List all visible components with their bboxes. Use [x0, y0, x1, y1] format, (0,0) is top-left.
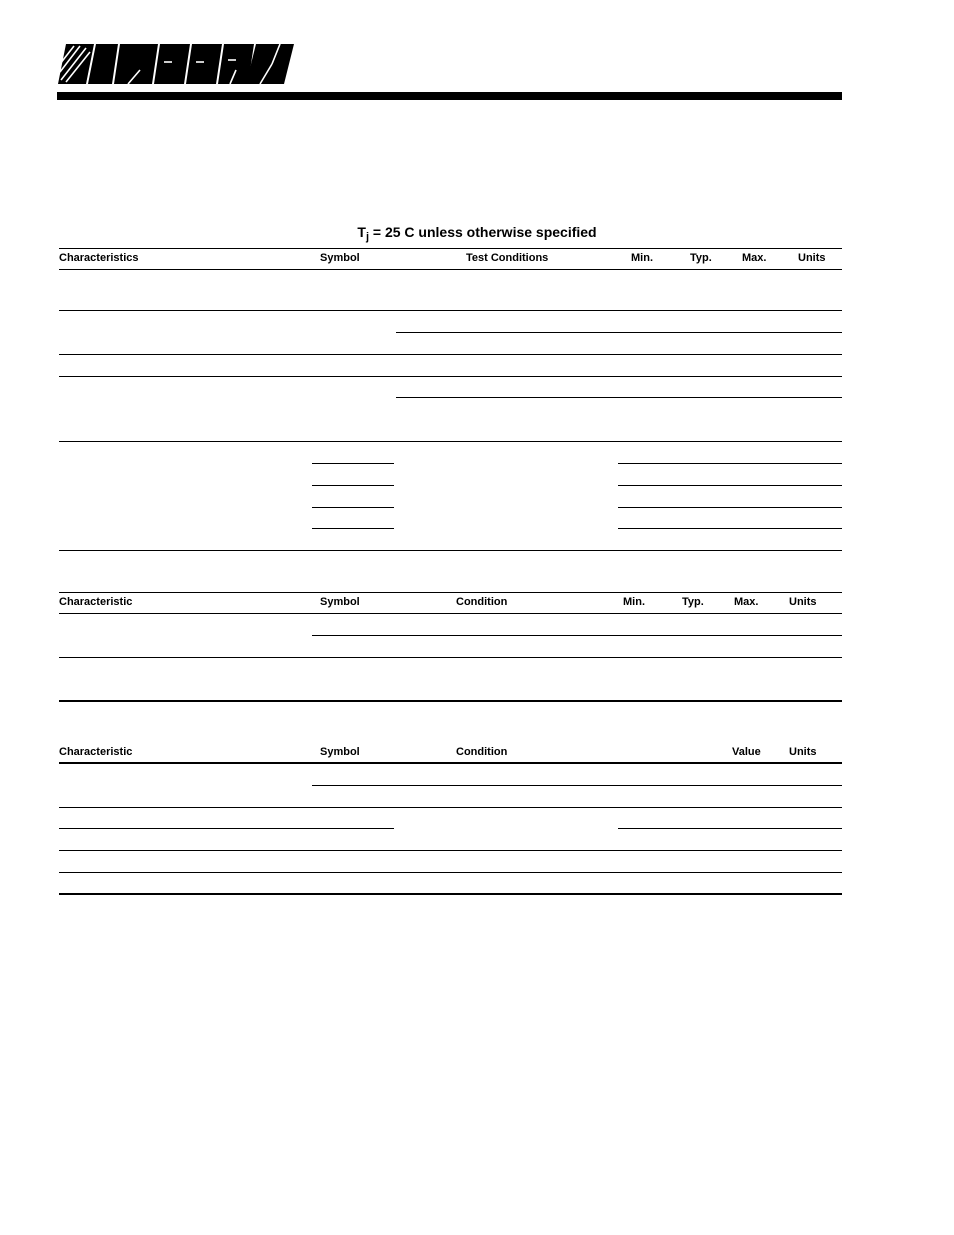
- table1-bottom-rule: [59, 550, 842, 551]
- table3-row-rule: [59, 872, 842, 873]
- table3-row-rule: [618, 828, 842, 829]
- table1-header-characteristics: Characteristics: [59, 252, 139, 264]
- table1-row-rule: [618, 528, 842, 529]
- table2-header-characteristic: Characteristic: [59, 596, 133, 608]
- table2-bottom-rule: [59, 700, 842, 702]
- table1-header-max: Max.: [742, 252, 767, 264]
- table1-row-rule: [59, 441, 842, 442]
- table3-header-rule: [59, 762, 842, 764]
- table1-row-rule: [312, 463, 394, 464]
- subtitle-subscript: j: [365, 231, 370, 243]
- table1-header-test-conditions: Test Conditions: [466, 252, 549, 264]
- table1-row-rule: [59, 310, 842, 311]
- table1-header-units: Units: [798, 252, 826, 264]
- table3-row-rule: [59, 850, 842, 851]
- table3-header-value: Value: [732, 746, 761, 758]
- table1-row-rule: [59, 354, 842, 355]
- table2-header-symbol: Symbol: [320, 596, 360, 608]
- table1-row-rule: [312, 507, 394, 508]
- table1-row-rule: [618, 485, 842, 486]
- subtitle-prefix: T: [357, 224, 366, 240]
- table2-top-rule: [59, 592, 842, 593]
- table1-header-rule: [59, 269, 842, 270]
- table1-header-typ: Typ.: [690, 252, 712, 264]
- table1-row-rule: [312, 528, 394, 529]
- table1-subtitle: [0, 224, 954, 243]
- table1-row-rule: [396, 397, 842, 398]
- header-rule: [57, 92, 842, 100]
- table3-row-rule: [59, 828, 394, 829]
- table1-row-rule: [59, 376, 842, 377]
- powerex-logo: [58, 40, 294, 88]
- table3-header-units: Units: [789, 746, 817, 758]
- table1-row-rule: [396, 332, 842, 333]
- table3-header-condition: Condition: [456, 746, 508, 758]
- table1-row-rule: [618, 507, 842, 508]
- table1-top-rule: [59, 248, 842, 249]
- table2-row-rule: [59, 657, 842, 658]
- table1-row-rule: [312, 485, 394, 486]
- table3-row-rule: [312, 785, 842, 786]
- table2-row-rule: [312, 635, 842, 636]
- table3-header-symbol: Symbol: [320, 746, 360, 758]
- table3-row-rule: [59, 807, 842, 808]
- table1-header-symbol: Symbol: [320, 252, 360, 264]
- table2-header-units: Units: [789, 596, 817, 608]
- table3-bottom-rule: [59, 893, 842, 895]
- table3-header-characteristic: Characteristic: [59, 746, 133, 758]
- table2-header-max: Max.: [734, 596, 759, 608]
- table2-header-min: Min.: [623, 596, 645, 608]
- table2-header-typ: Typ.: [682, 596, 704, 608]
- table2-header-condition: Condition: [456, 596, 508, 608]
- subtitle-suffix: = 25 C unless otherwise specified: [369, 224, 597, 240]
- table2-header-rule: [59, 613, 842, 614]
- table1-header-min: Min.: [631, 252, 653, 264]
- table1-row-rule: [618, 463, 842, 464]
